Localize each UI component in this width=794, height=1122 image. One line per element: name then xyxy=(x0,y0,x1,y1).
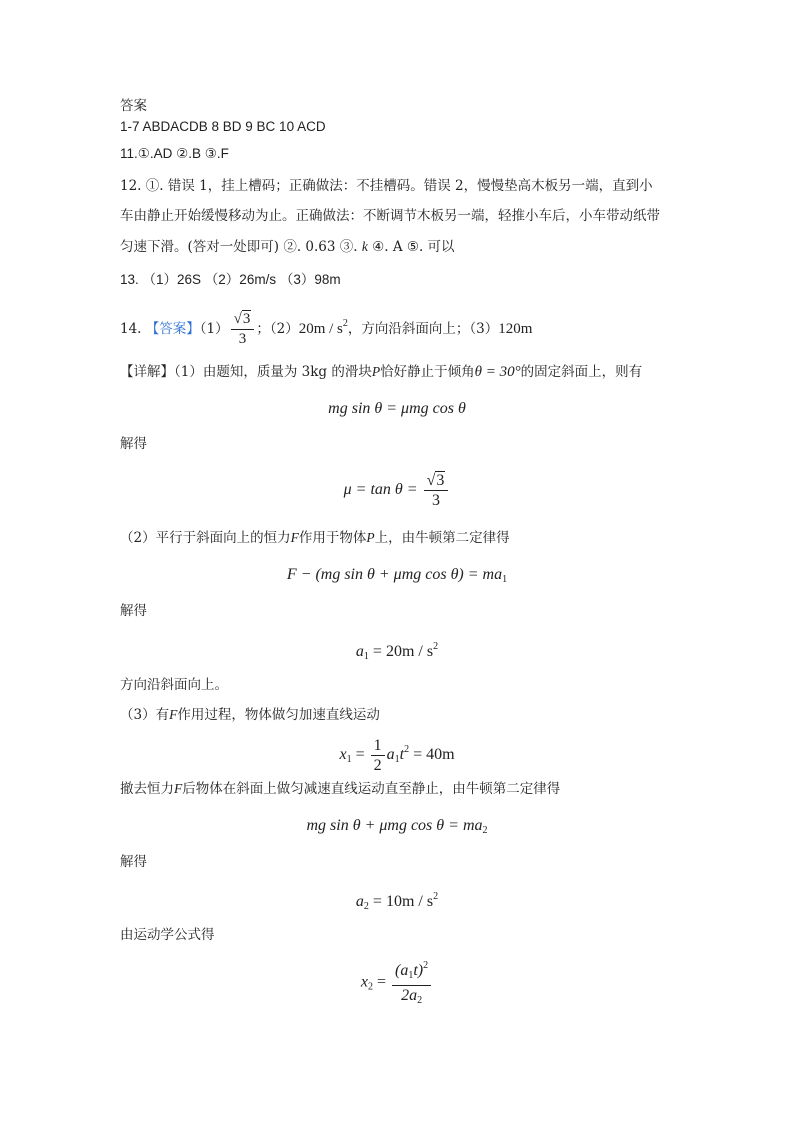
part2-P: P xyxy=(366,530,375,545)
equation-x2 xyxy=(0,956,794,1013)
eq8-num-sub: 1 xyxy=(408,970,414,981)
q14-accel-value: 20m / s xyxy=(298,321,343,337)
equation-balance: mg sin θ = μmg cos θ xyxy=(328,400,466,417)
answer-11: 11.①.AD ②.B ③.F xyxy=(120,146,229,161)
answer-12-line3-b: ④. A ⑤. 可以 xyxy=(367,239,455,255)
detail-text1: （1）由题知，质量为 3kg 的滑块 xyxy=(174,364,372,380)
part2-line xyxy=(120,528,510,548)
answers-title: 答案 xyxy=(120,98,147,113)
eq-mu-den: 3 xyxy=(431,491,440,509)
equation-newton-1 xyxy=(0,564,794,591)
part2-F: F xyxy=(290,530,299,545)
jiede-2: 解得 xyxy=(120,603,147,619)
part2-c: 上，由牛顿第二定律得 xyxy=(374,530,510,546)
direction-line: 方向沿斜面向上。 xyxy=(120,677,228,693)
answer-13: 13. （1）26S （2）26m/s （3）98m xyxy=(120,272,341,287)
part2-a: （2）平行于斜面向上的恒力 xyxy=(120,530,291,546)
q14-accel: $20m / s^2$ xyxy=(298,318,348,337)
eq-mu-fraction: $\frac{√3}{3}$ xyxy=(424,471,449,510)
eq4-rhs: = 20m / s xyxy=(368,643,434,660)
equation-mu xyxy=(0,470,794,510)
kinematics-line: 由运动学公式得 xyxy=(120,927,215,943)
eq3-lhs: F − (mg sin θ + μmg cos θ) = ma xyxy=(286,566,503,583)
eq5-asub: 1 xyxy=(394,754,400,765)
detail-text3: 的固定斜面上，则有 xyxy=(520,364,643,380)
eq8-den-a: 2a xyxy=(401,987,418,1004)
jiede-3: 解得 xyxy=(120,854,147,870)
part3b-b: 后物体在斜面上做匀减速直线运动直至静止，由牛顿第二定律得 xyxy=(182,781,561,797)
eq8-num-sup: 2 xyxy=(423,960,429,971)
eq5-sub: 1 xyxy=(346,754,352,765)
detail-P: P xyxy=(371,364,381,379)
eq6-lhs: mg sin θ + μmg cos θ = ma xyxy=(306,817,483,834)
eq5-den: 2 xyxy=(373,756,382,774)
equation-x1 xyxy=(0,728,794,782)
eq7-sub: 2 xyxy=(363,901,369,912)
equation-a2 xyxy=(0,886,794,918)
jiede-1: 解得 xyxy=(120,436,147,452)
answer-14 xyxy=(120,304,532,349)
eq8-sub: 2 xyxy=(367,981,373,993)
part3b-F: F xyxy=(174,781,183,796)
eq-mu-radicand: 3 xyxy=(436,471,445,489)
eq5-a: a xyxy=(386,746,395,763)
q14-part1: （1） xyxy=(199,321,229,337)
answer-tag: 【答案】 xyxy=(145,321,200,337)
eq8-numerator xyxy=(392,956,431,986)
eq8-denominator xyxy=(392,986,431,1010)
eq5-fraction xyxy=(371,736,385,775)
answer-12-line3-a: 匀速下滑。(答对一处即可) ②. 0.63 ③. xyxy=(120,239,362,255)
part2-b: 作用于物体 xyxy=(298,530,367,546)
eq4-sup: 2 xyxy=(433,641,439,652)
detail-theta: θ = 30° xyxy=(474,364,521,380)
answer-12-line3 xyxy=(120,237,455,257)
answers-1-7: 1-7 ABDACDB 8 BD 9 BC 10 ACD xyxy=(120,119,326,134)
eq5-tsup: 2 xyxy=(404,744,410,755)
q14-part2: ；（2） xyxy=(256,321,299,337)
equation-a1 xyxy=(0,636,794,668)
q14-prefix: 14. xyxy=(120,321,142,337)
detail-tag: 【详解】 xyxy=(120,364,174,380)
eq4-sub: 1 xyxy=(363,651,369,662)
part3-a: （3）有 xyxy=(120,707,170,723)
part3-F: F xyxy=(169,707,178,722)
eq8-den-sub: 2 xyxy=(417,995,423,1006)
eq7-sup: 2 xyxy=(433,891,439,902)
sqrt3-over-3: $\frac{√3}{3}$ xyxy=(231,310,255,349)
eq5-t: t xyxy=(399,746,405,763)
detail-line xyxy=(120,362,642,382)
fraction-denominator: 3 xyxy=(238,331,247,347)
part3-line xyxy=(120,705,380,725)
equation-newton-2 xyxy=(0,815,794,842)
eq8-fraction xyxy=(392,956,431,1010)
eq8-eq: = xyxy=(372,973,391,991)
eq5-x: x xyxy=(339,746,347,763)
answer-12-k: k xyxy=(361,239,368,254)
answer-12-line1: 12. ①. 错误 1，挂上槽码；正确做法：不挂槽码。错误 2，慢慢垫高木板另一端，直到小 xyxy=(120,178,653,194)
part3b-a: 撤去恒力 xyxy=(120,781,174,797)
answer-12-line2: 车由静止开始缓慢移动为止。正确做法：不断调节木板另一端，轻推小车后，小车带动纸带 xyxy=(120,208,660,224)
eq7-rhs: = 10m / s xyxy=(368,893,434,910)
eq6-sub: 2 xyxy=(482,825,488,836)
eq8-num-a: (a xyxy=(395,962,409,979)
part3b-line xyxy=(120,779,560,799)
eq5-eq: = xyxy=(351,746,369,763)
q14-distance: 120m xyxy=(498,321,533,337)
sqrt-radicand: 3 xyxy=(242,311,251,327)
eq-mu-lhs: μ = tan θ = xyxy=(343,481,422,498)
eq3-sub: 1 xyxy=(502,574,508,585)
eq4-a: a xyxy=(355,643,364,660)
eq5-num: 1 xyxy=(371,736,385,756)
q14-part3: ，方向沿斜面向上；（3） xyxy=(347,321,499,337)
part3-b: 作用过程，物体做匀加速直线运动 xyxy=(177,707,380,723)
eq8-num-t: t) xyxy=(413,962,424,979)
eq7-a: a xyxy=(355,893,364,910)
eq5-rhs: = 40m xyxy=(409,746,455,763)
eq8-x: x xyxy=(360,973,368,991)
detail-text2: 恰好静止于倾角 xyxy=(380,364,475,380)
